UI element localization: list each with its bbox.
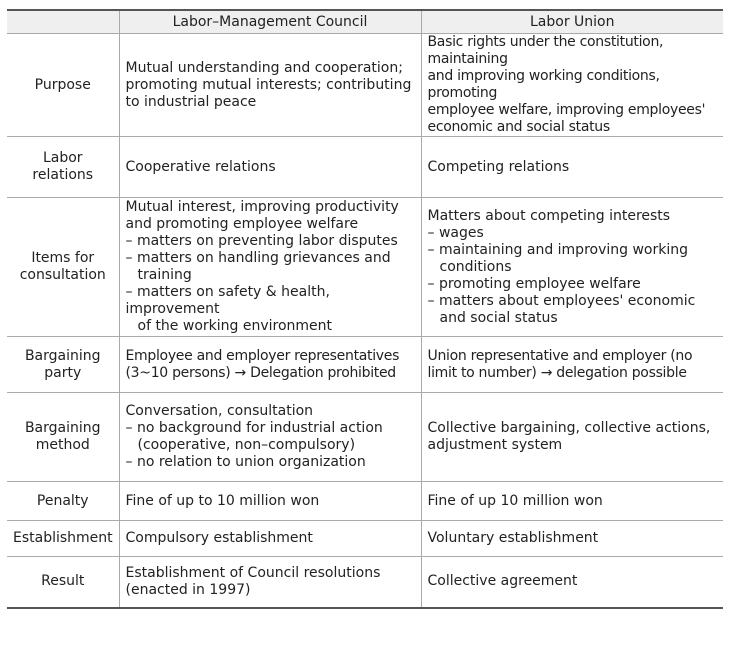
cell-line: Conversation, consultation bbox=[125, 403, 314, 419]
label-line: Bargaining bbox=[24, 347, 101, 364]
cell-line: – no relation to union organization bbox=[125, 454, 366, 470]
row-penalty bbox=[7, 482, 723, 521]
label-line: Result bbox=[41, 573, 85, 590]
row-purpose bbox=[7, 34, 723, 137]
row-label bbox=[7, 337, 119, 393]
row-label bbox=[7, 393, 119, 482]
council-cell bbox=[119, 557, 421, 608]
cell-line: Employee and employer representatives bbox=[125, 347, 400, 364]
label-line: party bbox=[44, 364, 82, 381]
label-line: consultation bbox=[19, 267, 106, 283]
council-cell bbox=[119, 198, 421, 337]
cell-line: conditions bbox=[439, 258, 512, 275]
label-line: Establishment bbox=[13, 530, 113, 546]
cell-line: (3~10 persons) → Delegation prohibited bbox=[125, 364, 396, 381]
council-cell bbox=[119, 34, 421, 137]
header-union: Labor Union bbox=[421, 10, 723, 34]
cell-line: Fine of up to 10 million won bbox=[125, 492, 320, 509]
cell-line: – promoting employee welfare bbox=[427, 275, 641, 292]
cell-line: Union representative and employer (no bbox=[427, 347, 693, 364]
cell-line: – matters on safety & health, improvement bbox=[125, 284, 330, 317]
label-line: relations bbox=[32, 167, 94, 183]
label-line: Labor bbox=[42, 150, 83, 166]
row-bargaining-method bbox=[7, 393, 723, 482]
union-cell bbox=[421, 337, 723, 393]
council-cell bbox=[119, 137, 421, 198]
row-label bbox=[7, 198, 119, 337]
row-label bbox=[7, 482, 119, 521]
cell-line: Matters about competing interests bbox=[427, 207, 671, 224]
cell-line: Mutual interest, improving productivity bbox=[125, 199, 399, 215]
cell-line: Competing relations bbox=[427, 158, 570, 175]
row-label bbox=[7, 137, 119, 198]
cell-line: Cooperative relations bbox=[125, 158, 276, 175]
union-cell bbox=[421, 137, 723, 198]
cell-line: training bbox=[137, 267, 192, 283]
header-row bbox=[7, 10, 723, 34]
comparison-table-container bbox=[7, 9, 723, 609]
cell-line: Mutual understanding and cooperation; bbox=[125, 59, 403, 76]
cell-line: – matters on preventing labor disputes bbox=[125, 233, 398, 249]
row-label bbox=[7, 557, 119, 608]
union-cell bbox=[421, 393, 723, 482]
cell-line: Collective bargaining, collective actions, bbox=[427, 420, 711, 436]
cell-line: Voluntary establishment bbox=[427, 530, 599, 546]
row-label bbox=[7, 34, 119, 137]
union-cell bbox=[421, 557, 723, 608]
label-line: Penalty bbox=[36, 492, 89, 509]
union-cell bbox=[421, 521, 723, 557]
cell-line: (cooperative, non–compulsory) bbox=[137, 437, 356, 453]
row-establishment bbox=[7, 521, 723, 557]
cell-line: – maintaining and improving working bbox=[427, 241, 688, 258]
row-label bbox=[7, 521, 119, 557]
cell-line: limit to number) → delegation possible bbox=[427, 364, 687, 381]
cell-line: economic and social status bbox=[427, 119, 610, 135]
union-cell bbox=[421, 34, 723, 137]
cell-line: Fine of up 10 million won bbox=[427, 492, 603, 509]
council-cell bbox=[119, 393, 421, 482]
comparison-table bbox=[7, 9, 723, 609]
union-cell bbox=[421, 482, 723, 521]
label-line: Bargaining bbox=[24, 420, 101, 436]
row-bargaining-party bbox=[7, 337, 723, 393]
cell-line: and improving working conditions, promoting bbox=[427, 68, 660, 101]
council-cell bbox=[119, 482, 421, 521]
label-line: Purpose bbox=[34, 76, 91, 93]
cell-line: – matters about employees' economic bbox=[427, 292, 696, 309]
row-result bbox=[7, 557, 723, 608]
cell-line: and promoting employee welfare bbox=[125, 216, 359, 232]
cell-line: of the working environment bbox=[137, 318, 333, 334]
row-items-for-consultation bbox=[7, 198, 723, 337]
cell-line: promoting mutual interests; contributing bbox=[125, 76, 412, 93]
header-empty-cell bbox=[7, 10, 119, 34]
cell-line: – matters on handling grievances and bbox=[125, 250, 391, 266]
label-line: method bbox=[35, 437, 90, 453]
cell-line: to industrial peace bbox=[125, 93, 257, 110]
council-cell bbox=[119, 337, 421, 393]
cell-line: (enacted in 1997) bbox=[125, 581, 251, 598]
cell-line: Collective agreement bbox=[427, 573, 578, 590]
header-council: Labor–Management Council bbox=[119, 10, 421, 34]
cell-line: employee welfare, improving employees' bbox=[427, 102, 706, 118]
cell-line: and social status bbox=[439, 309, 558, 326]
cell-line: Establishment of Council resolutions bbox=[125, 564, 381, 581]
union-cell bbox=[421, 198, 723, 337]
label-line: Items for bbox=[31, 250, 95, 266]
cell-line: Basic rights under the constitution, maintaining bbox=[427, 34, 664, 67]
cell-line: – wages bbox=[427, 224, 484, 241]
cell-line: adjustment system bbox=[427, 437, 563, 453]
row-labor-relations bbox=[7, 137, 723, 198]
council-cell bbox=[119, 521, 421, 557]
cell-line: – no background for industrial action bbox=[125, 420, 383, 436]
cell-line: Compulsory establishment bbox=[125, 530, 313, 546]
